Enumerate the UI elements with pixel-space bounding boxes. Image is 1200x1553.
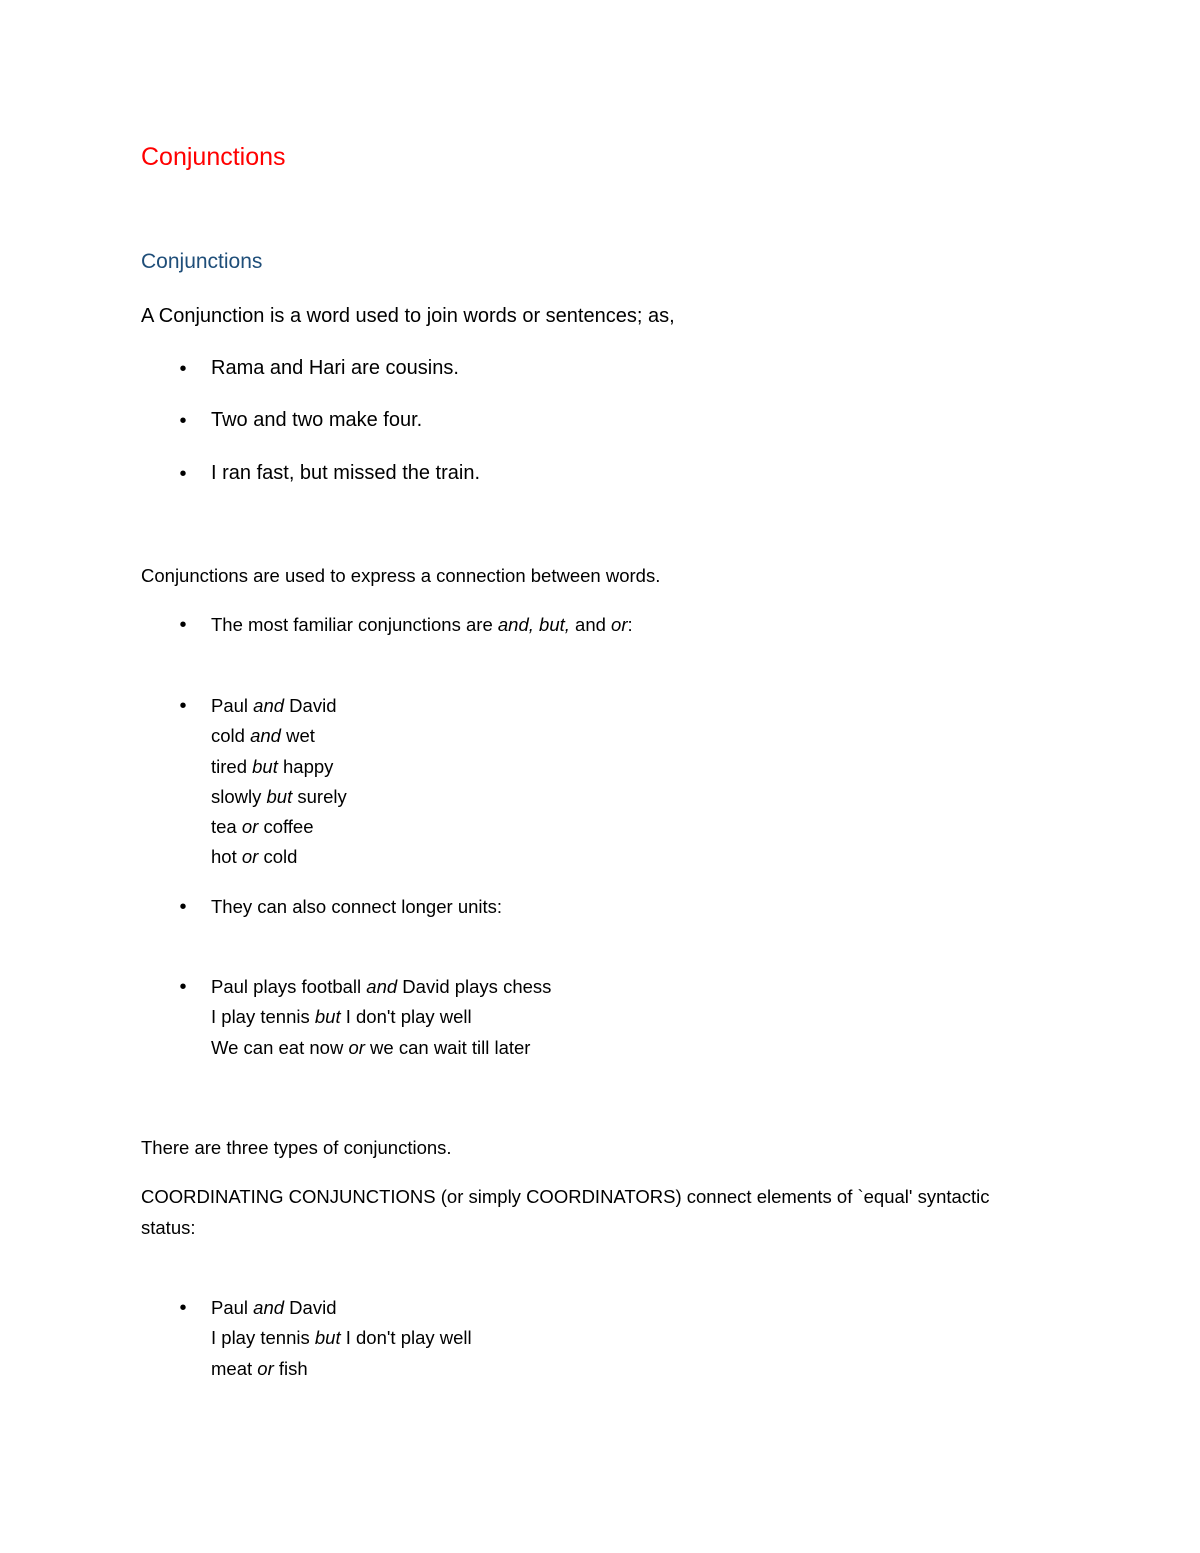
sentence-line: We can eat now or we can wait till later <box>211 1036 531 1058</box>
pair-line: tea or coffee <box>211 816 314 838</box>
conjunction-word: but <box>314 1006 341 1028</box>
example-item: Rama and Hari are cousins. <box>211 357 459 379</box>
conjunction-word: and <box>250 725 281 747</box>
pair-line: slowly but surely <box>211 785 347 807</box>
bullet-icon: • <box>179 358 187 380</box>
conjunction-word: or <box>257 1357 274 1379</box>
conjunction-word: or <box>241 816 259 838</box>
conjunction-word: and <box>253 1297 285 1318</box>
conjunction-word: or <box>611 614 628 635</box>
conjunction-word: but, <box>539 614 570 635</box>
pair-line: cold and wet <box>211 725 315 747</box>
conjunction-word: and <box>366 976 398 997</box>
conjunction-word: or <box>241 846 259 868</box>
coordinating-description-line2: status: <box>141 1217 196 1238</box>
section-heading: Conjunctions <box>141 250 263 273</box>
bullet-icon: • <box>179 463 187 485</box>
bullet-icon: • <box>179 1297 187 1319</box>
coordinating-description-line1: COORDINATING CONJUNCTIONS (or simply COORDINATORS) connect elements of `equal' syntactic <box>141 1186 990 1207</box>
example-item: I ran fast, but missed the train. <box>211 462 481 484</box>
familiar-conjunctions-line <box>211 614 633 636</box>
page-title: Conjunctions <box>141 143 286 171</box>
example-item: Two and two make four. <box>211 409 423 431</box>
definition-text: A Conjunction is a word used to join words or sentences; as, <box>141 305 675 327</box>
conjunction-word: and <box>253 695 285 716</box>
conjunction-word: or <box>348 1036 365 1058</box>
suffix: : <box>627 614 633 635</box>
example-line: meat or fish <box>211 1357 308 1379</box>
longer-units-label: They can also connect longer units: <box>211 896 503 917</box>
pair-line: Paul and David <box>211 695 337 716</box>
longer-units-list <box>211 972 551 1063</box>
coordinating-examples-list <box>211 1293 472 1384</box>
separator: and <box>569 614 612 635</box>
sentence-line: Paul plays football and David plays chess <box>211 976 552 997</box>
sentence-line: I play tennis but I don't play well <box>211 1006 472 1028</box>
familiar-prefix: The most familiar conjunctions are <box>211 614 498 635</box>
conjunction-word: and, <box>497 614 534 635</box>
connection-intro: Conjunctions are used to express a connection between words. <box>141 565 661 586</box>
pairs-list <box>211 691 347 873</box>
conjunction-word: but <box>252 755 278 777</box>
bullet-icon: • <box>179 976 187 998</box>
pair-line: tired but happy <box>211 755 334 777</box>
bullet-icon: • <box>179 896 187 918</box>
bullet-icon: • <box>179 410 187 432</box>
example-line: I play tennis but I don't play well <box>211 1327 472 1349</box>
types-intro: There are three types of conjunctions. <box>141 1137 452 1158</box>
conjunction-word: but <box>266 785 293 807</box>
bullet-icon: • <box>179 695 187 717</box>
conjunction-word: but <box>314 1327 341 1349</box>
pair-line: hot or cold <box>211 846 298 868</box>
example-line: Paul and David <box>211 1297 337 1318</box>
bullet-icon: • <box>179 614 187 636</box>
